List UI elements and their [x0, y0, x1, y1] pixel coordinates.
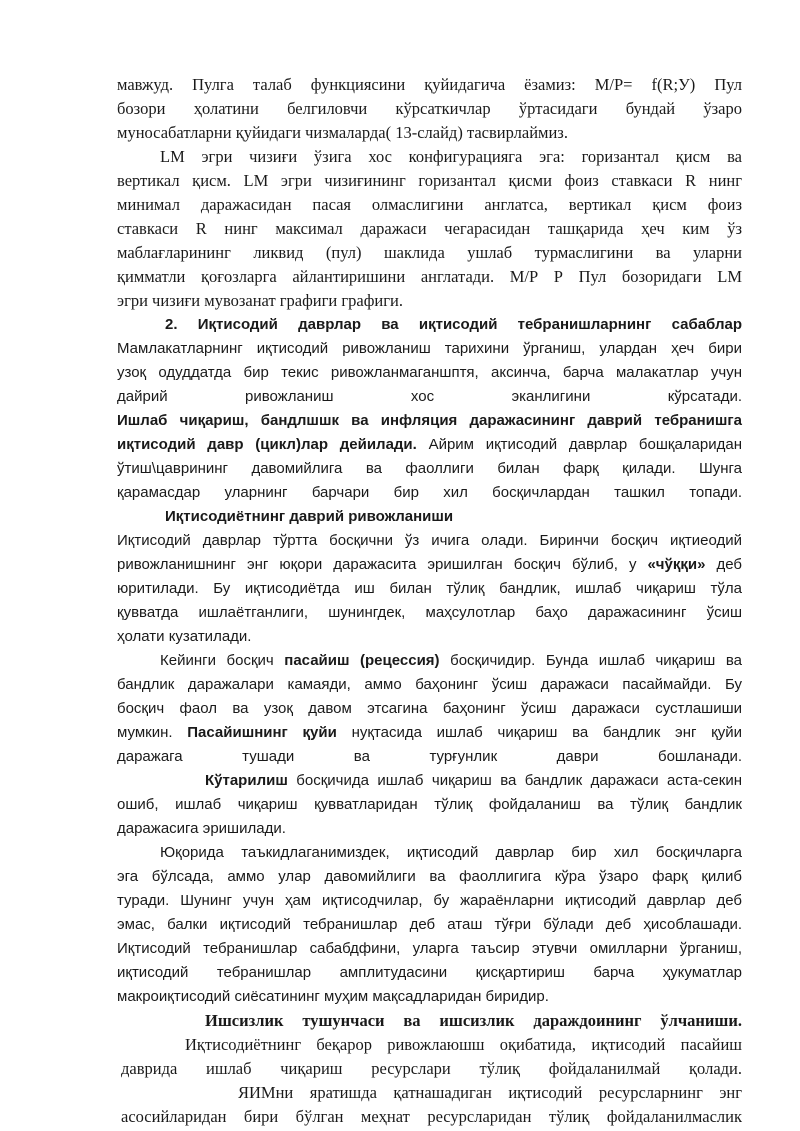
text-line: ўтиш\цаврининг давомийлига ва фаоллиги билан фарқ қилади. Шунга — [117, 460, 742, 477]
section-heading: Ишсизлик тушунчаси ва ишсизлик дараждоининг ўлчаниши. — [205, 1011, 742, 1030]
text-line: макроиқтисодий сиёсатининг муҳим мақсадларидан биридир. — [117, 988, 549, 1005]
text-line: маблағларининг ликвид (пул) шаклида ушлаб турмаслигини ва уларни — [117, 243, 742, 262]
text-line: босқич фаол ва узоқ давом этсагина баҳонинг ўсиш даражаси сустлашиши — [117, 700, 742, 717]
text-line: бандлик даражалари камаяди, аммо баҳонинг ўсиш даражаси пасаймайди. Бу — [117, 676, 742, 693]
text-line: ЯИМни яратишда қатнашадиган иқтисодий ресурсларнинг энг — [238, 1083, 742, 1102]
text-line: вертикал қисм. LM эгри чизиғининг горизантал қисми фоиз ставкаси R нинг — [117, 171, 742, 190]
text-line — [205, 770, 742, 792]
text-line: юритилади. Бу иқтисодиётда иш билан тўлиқ бандлик, ишлаб чиқариш тўла — [117, 580, 742, 597]
text-line: Иқтисодий тебранишлар сабабдфини, уларга таъсир этувчи омилларни ўрганиш, — [117, 940, 742, 957]
definition-line: Ишлаб чиқариш, бандлшшк ва инфляция даражасининг даврий тебранишга — [117, 412, 742, 429]
subheading: Иқтисодиётнинг даврий ривожланиши — [165, 508, 454, 525]
text-line: Иқтисодий даврлар тўртта босқични ўз ичига олади. Биринчи босқич иқтиеодий — [117, 532, 742, 549]
text-span: Кейинги босқич — [160, 652, 285, 669]
text-line: даражага тушади ва турғунлик даври бошланади. — [117, 748, 742, 765]
text-line — [117, 434, 742, 456]
text-line: иқтисодий тебранишлар амплитудасини қисқартириш барча ҳукуматлар — [117, 964, 742, 981]
text-line: Иқтисодиётнинг беқарор ривожлаюшш оқибатида, иқтисодий пасайиш — [185, 1035, 742, 1054]
text-line: ҳолати кузатилади. — [117, 628, 252, 645]
text-line: ошиб, ишлаб чиқариш қувватларидан тўлиқ фойдаланиш ва тўлиқ бандлик — [117, 796, 742, 813]
text-span: деб — [705, 556, 742, 573]
term-expansion: Кўтарилиш — [205, 772, 288, 789]
text-line: Мамлакатларнинг иқтисодий ривожланиш тарихини ўрганиш, улардан ҳеч бири — [117, 340, 742, 357]
text-line — [117, 722, 742, 744]
text-line — [117, 554, 742, 576]
text-line: бозори ҳолатини белгиловчи кўрсаткичлар ўртасидаги бундай ўзаро — [117, 99, 742, 118]
text-line: ставкаси R нинг максимал даражаси чегарасидан ташқарида ҳеч ким ўз — [117, 219, 742, 238]
text-span: босқичида ишлаб чиқариш ва бандлик даражаси аста-секин — [287, 772, 742, 789]
section-heading: 2. Иқтисодий даврлар ва иқтисодий тебранишларнинг сабаблар — [165, 316, 742, 333]
text-line: эмас, балки иқтисодий тебранишлар деб аташ тўғри бўлади деб ҳисоблашади. — [117, 916, 742, 933]
term-recession: пасайиш (рецессия) — [284, 652, 440, 669]
text-line: туради. Шунинг учун ҳам иқтисодчилар, бу жараёнларни иқтисодий даврлар деб — [117, 892, 742, 909]
text-line: асосийларидан бири бўлган меҳнат ресурсларидан тўлиқ фойдаланилмаслик — [121, 1107, 742, 1126]
text-line: эгри чизиғи мувозанат графиги графиги. — [117, 291, 403, 310]
text-line: мавжуд. Пулга талаб функциясини қуйидагича ёзамиз: М/Р= f(R;У) Пул — [117, 75, 742, 94]
term-trough: Пасайишнинг қуйи — [187, 724, 337, 741]
text-line: қувватда ишлаётганлиги, шунингдек, маҳсулотлар баҳо даражасининг ўсиш — [117, 604, 742, 621]
term-peak: «чўққи» — [647, 556, 706, 573]
definition-term: иқтисодий давр (цикл)лар дейилади. — [117, 436, 417, 453]
text-line — [160, 650, 742, 672]
text-line: эга бўлсада, аммо улар давомийлиги ва фаоллигига кўра ўзаро фарқ қилиб — [117, 868, 742, 885]
text-span: босқичидир. Бунда ишлаб чиқариш ва — [439, 652, 743, 669]
text-line: LM эгри чизиғи ўзига хос конфигурацияга эга: горизантал қисм ва — [160, 147, 742, 166]
text-line: муносабатларни қуйидаги чизмаларда( 13-слайд) тасвирлаймиз. — [117, 123, 568, 142]
text-line: даврида ишлаб чиқариш ресурслари тўлиқ фойдаланилмай қолади. — [121, 1059, 742, 1078]
text-line: қимматли қоғозларга айлантиришини англатади. М/Р Р Пул бозоридаги LM — [117, 267, 742, 286]
text-line: узоқ одуддатда бир текис ривожланмаганшптя, аксинча, барча малакатлар учун — [117, 364, 742, 381]
text-span: мумкин. — [117, 724, 188, 741]
text-line: минимал даражасидан пасая олмаслигини англатса, вертикал қисм фоиз — [117, 195, 742, 214]
text-line: даражасига эришилади. — [117, 820, 286, 837]
text-span: нуқтасида ишлаб чиқариш ва бандлик энг қуйи — [336, 724, 743, 741]
text-span: ривожланишнинг энг юқори даражасита эришилган босқич бўлиб, у — [117, 556, 648, 573]
text-line: Юқорида таъкидлаганимиздек, иқтисодий даврлар бир хил босқичларга — [160, 844, 742, 861]
text-line: дайрий ривожланиш хос эканлигини кўрсатади. — [117, 388, 742, 405]
text-line: қарамасдар уларнинг барчари бир хил босқичлардан ташкил топади. — [117, 484, 742, 501]
text-span: Айрим иқтисодий даврлар бошқаларидан — [416, 436, 742, 453]
